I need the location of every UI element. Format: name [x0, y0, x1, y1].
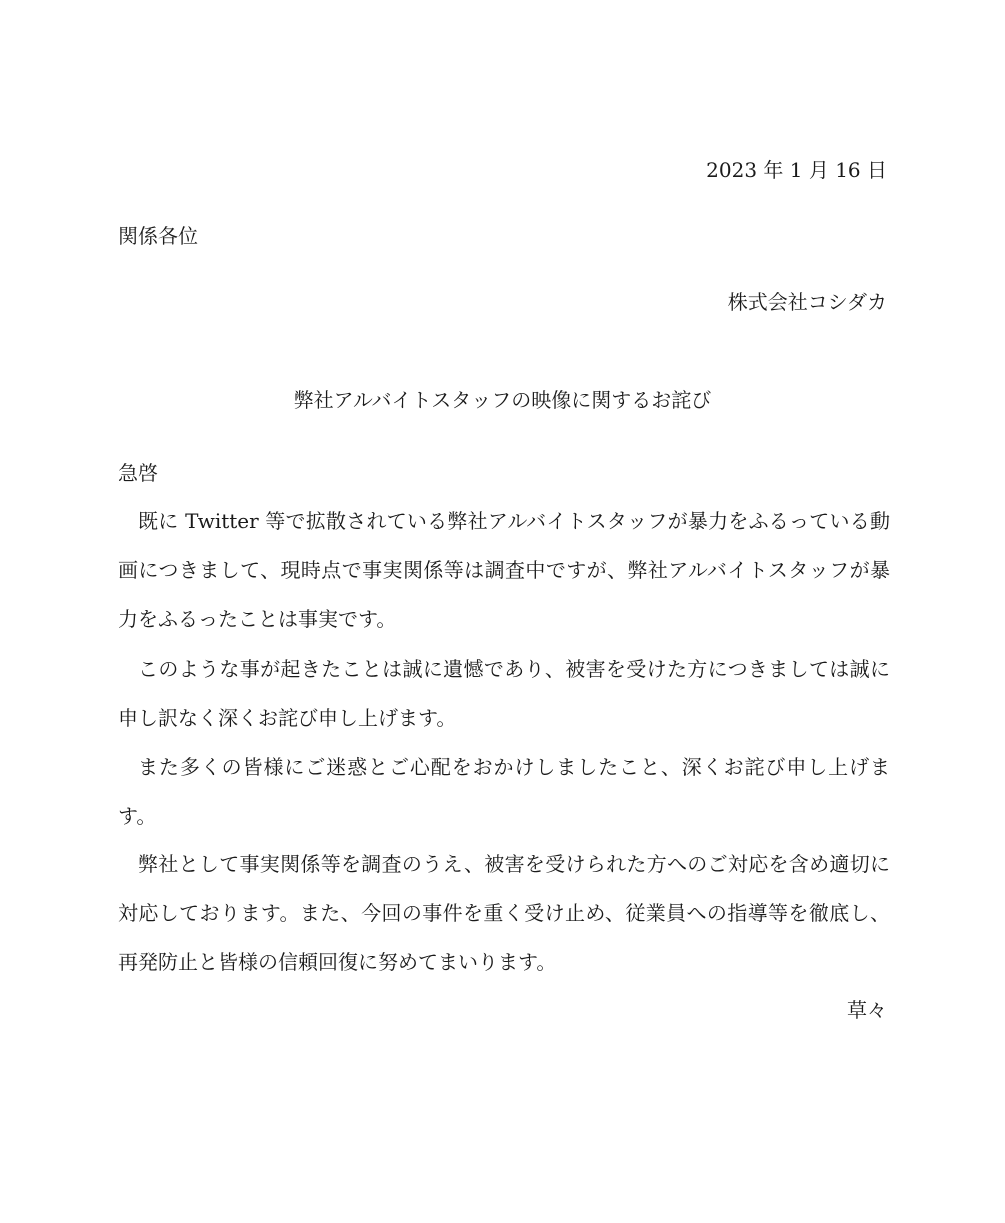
- paragraph-1: 既に Twitter 等で拡散されている弊社アルバイトスタッフが暴力をふるっている動画につきまして、現時点で事実関係等は調査中ですが、弊社アルバイトスタッフが暴力をふるったことは事実です。: [118, 509, 890, 631]
- date: 2023 年 1 月 16 日: [706, 158, 887, 182]
- paragraph-3: また多くの皆様にご迷惑とご心配をおかけしましたこと、深くお詫び申し上げます。: [118, 755, 890, 828]
- letter-title: 弊社アルバイトスタッフの映像に関するお詫び: [293, 388, 712, 412]
- recipient: 関係各位: [118, 224, 198, 248]
- paragraph-4: 弊社として事実関係等を調査のうえ、被害を受けられた方へのご対応を含め適切に対応しております。また、今回の事件を重く受け止め、従業員への指導等を徹底し、再発防止と皆様の信頼回復に努めてまいります。: [118, 852, 890, 974]
- paragraph-2: このような事が起きたことは誠に遺憾であり、被害を受けた方につきましては誠に申し訳なく深くお詫び申し上げます。: [118, 657, 890, 730]
- closing-salutation: 草々: [847, 998, 887, 1022]
- opening-salutation: 急啓: [118, 461, 158, 485]
- sender-company: 株式会社コシダカ: [727, 290, 887, 314]
